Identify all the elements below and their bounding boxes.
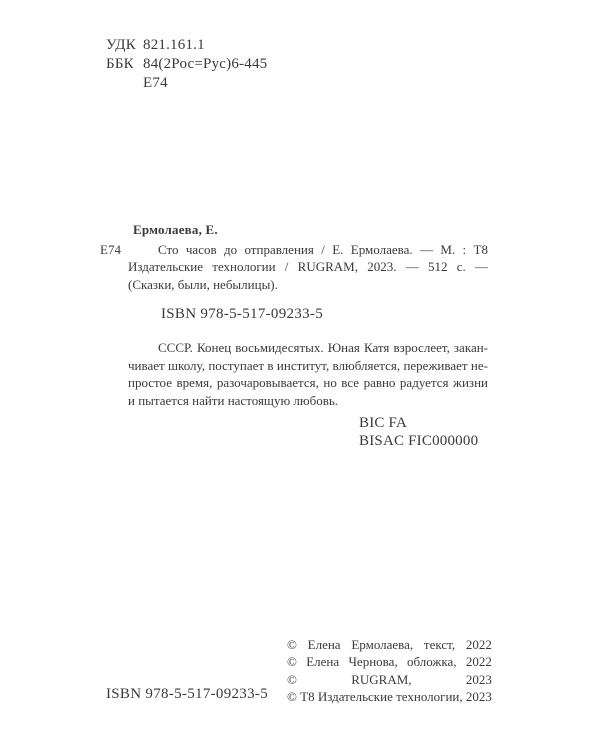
- text-line: © Елена Чернова, обложка, 2022: [287, 654, 492, 670]
- text-line: (Сказки, были, небылицы).: [128, 276, 278, 292]
- udk-value: 821.161.1: [143, 37, 205, 53]
- text-line: Сто часов до отправления / Е. Ермолаева. — М. : Т8: [158, 241, 488, 257]
- text-line: чивает школу, поступает в институт, влюбляется, переживает не-: [128, 357, 488, 373]
- udk-row: [106, 36, 267, 55]
- text-line: Издательские технологии / RUGRAM, 2023. — 512 с. —: [128, 259, 488, 274]
- text-line: © Т8 Издательские технологии, 2023: [287, 689, 492, 705]
- bbk-label: ББК: [106, 56, 134, 72]
- bbk-row: [106, 55, 267, 74]
- catalog-card: [100, 221, 489, 293]
- copyright-block: [287, 636, 492, 706]
- entry-code: Е74: [100, 241, 121, 257]
- text-line: © Елена Ермолаева, текст, 2022: [287, 637, 492, 652]
- classification-block: [106, 36, 267, 93]
- bisac-code: BISAC FIC000000: [359, 433, 479, 449]
- bbk-value: 84(2Рос=Рус)6-445: [143, 56, 268, 72]
- author-sign-value: Е74: [143, 75, 168, 91]
- author-sign-label: [106, 74, 143, 93]
- author-name: Ермолаева, Е.: [133, 222, 218, 237]
- bic-code: BIC FA: [359, 415, 408, 431]
- text-line: простое время, разочаровывается, но все равно радуется жизни: [128, 375, 488, 391]
- isbn-line: ISBN 978-5-517-09233-5: [161, 306, 324, 322]
- bibliographic-record-text: [128, 241, 488, 294]
- bibliographic-record: [100, 241, 489, 294]
- text-line: © RUGRAM, 2023: [287, 671, 492, 687]
- author-sign-row: [106, 74, 267, 93]
- annotation-paragraph: [128, 339, 488, 409]
- isbn-bottom-line: ISBN 978-5-517-09233-5: [106, 686, 269, 702]
- text-line: и пытается найти настоящую любовь.: [128, 392, 339, 408]
- udk-label: УДК: [106, 37, 136, 53]
- subject-codes-block: [359, 414, 478, 450]
- text-line: СССР. Конец восьмидесятых. Юная Катя взрослеет, закан-: [158, 340, 488, 355]
